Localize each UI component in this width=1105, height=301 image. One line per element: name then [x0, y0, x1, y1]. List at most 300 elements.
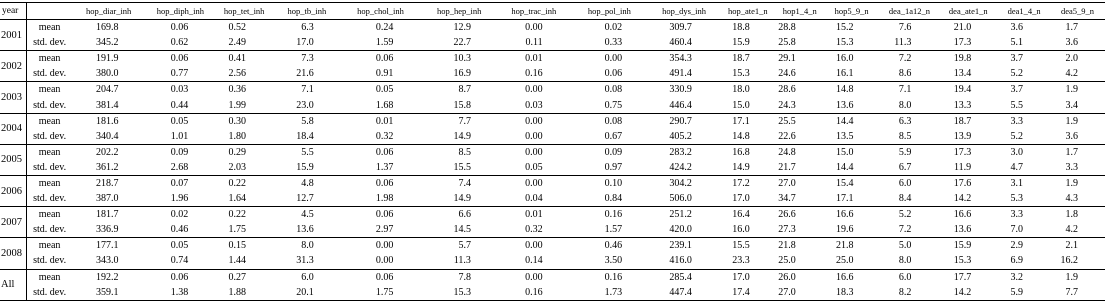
- value-cell: 22.6: [777, 129, 823, 145]
- value-cell: 15.9: [719, 35, 777, 51]
- value-cell: 5.2: [998, 129, 1050, 145]
- value-cell: 12.9: [453, 22, 471, 34]
- value-cell: 0.32: [498, 222, 570, 238]
- stat-label-cell: mean: [38, 209, 61, 221]
- table-header-row: [0, 3, 1105, 20]
- value-cell: 1.68: [341, 97, 421, 113]
- summary-statistics-table: [0, 2, 1105, 301]
- value-cell: 0.10: [604, 177, 623, 189]
- value-cell: 0.02: [604, 22, 623, 34]
- year-cell: 2004: [0, 113, 27, 144]
- value-cell: 3.3: [1010, 209, 1024, 221]
- value-cell: 309.7: [669, 22, 692, 34]
- value-cell: 4.2: [1050, 222, 1105, 238]
- column-header: hop_chol_inh: [341, 3, 421, 20]
- value-cell: 27.3: [777, 222, 823, 238]
- value-cell: 7.2: [881, 222, 939, 238]
- table-row: [0, 20, 1105, 36]
- value-cell: 0.01: [375, 115, 394, 127]
- value-cell: 1.38: [146, 285, 216, 301]
- value-cell: 15.3: [938, 253, 998, 269]
- value-cell: 0.00: [525, 271, 543, 283]
- table-row: [0, 144, 1105, 160]
- value-cell: 0.05: [170, 240, 189, 252]
- value-cell: 3.6: [1050, 129, 1105, 145]
- value-cell: 2.56: [215, 66, 273, 82]
- value-cell: 0.05: [498, 160, 570, 176]
- value-cell: 6.7: [881, 160, 939, 176]
- value-cell: 7.1: [301, 84, 314, 96]
- value-cell: 16.0: [719, 222, 777, 238]
- value-cell: 16.9: [420, 66, 498, 82]
- value-cell: 7.1: [898, 84, 912, 96]
- value-cell: 1.7: [1065, 22, 1078, 34]
- value-cell: 24.8: [778, 146, 796, 158]
- value-cell: 1.73: [570, 285, 650, 301]
- value-cell: 15.3: [719, 66, 777, 82]
- value-cell: 13.5: [823, 129, 881, 145]
- value-cell: 0.91: [341, 66, 421, 82]
- value-cell: 13.9: [938, 129, 998, 145]
- value-cell: 1.7: [1065, 146, 1078, 158]
- value-cell: 17.0: [732, 271, 750, 283]
- value-cell: 1.75: [341, 285, 421, 301]
- value-cell: 0.07: [170, 177, 189, 189]
- value-cell: 13.6: [273, 222, 341, 238]
- value-cell: 2.68: [146, 160, 216, 176]
- value-cell: 1.9: [1065, 177, 1078, 189]
- value-cell: 27.0: [777, 285, 823, 301]
- value-cell: 5.3: [998, 191, 1050, 207]
- year-cell: 2001: [0, 20, 27, 51]
- value-cell: 29.1: [778, 53, 796, 65]
- value-cell: 1.9: [1065, 84, 1078, 96]
- value-cell: 19.8: [953, 53, 972, 65]
- value-cell: 25.5: [778, 115, 796, 127]
- stat-label-cell: mean: [38, 115, 61, 127]
- value-cell: 0.00: [525, 84, 543, 96]
- stat-label-cell: std. dev.: [27, 253, 72, 269]
- value-cell: 0.16: [498, 66, 570, 82]
- value-cell: 5.9: [898, 146, 912, 158]
- value-cell: 21.0: [953, 22, 972, 34]
- value-cell: 6.0: [898, 177, 912, 189]
- value-cell: 15.4: [836, 177, 854, 189]
- value-cell: 0.09: [604, 146, 623, 158]
- value-cell: 14.5: [420, 222, 498, 238]
- value-cell: 16.6: [836, 271, 854, 283]
- column-header: hop5_9_n: [823, 3, 881, 20]
- value-cell: 1.99: [215, 97, 273, 113]
- value-cell: 0.04: [498, 191, 570, 207]
- stat-label-cell: std. dev.: [27, 285, 72, 301]
- value-cell: 24.3: [777, 97, 823, 113]
- value-cell: 420.0: [649, 222, 719, 238]
- value-cell: 14.9: [420, 129, 498, 145]
- value-cell: 1.44: [215, 253, 273, 269]
- value-cell: 1.98: [341, 191, 421, 207]
- table-row: [0, 160, 1105, 176]
- value-cell: 0.06: [375, 177, 394, 189]
- value-cell: 330.9: [669, 84, 692, 96]
- value-cell: 3.7: [1010, 53, 1024, 65]
- value-cell: 7.3: [301, 53, 314, 65]
- value-cell: 18.4: [273, 129, 341, 145]
- value-cell: 12.7: [273, 191, 341, 207]
- value-cell: 15.3: [420, 285, 498, 301]
- value-cell: 14.4: [823, 160, 881, 176]
- value-cell: 0.00: [604, 53, 623, 65]
- stat-label-cell: mean: [38, 177, 61, 189]
- value-cell: 0.41: [228, 53, 247, 65]
- value-cell: 0.11: [498, 35, 570, 51]
- value-cell: 0.33: [570, 35, 650, 51]
- stat-label-cell: mean: [38, 240, 61, 252]
- value-cell: 7.8: [458, 271, 471, 283]
- column-header: dea_1a12_n: [881, 3, 939, 20]
- value-cell: 0.46: [146, 222, 216, 238]
- value-cell: 0.06: [570, 66, 650, 82]
- value-cell: 10.3: [453, 53, 471, 65]
- value-cell: 7.6: [898, 22, 912, 34]
- value-cell: 1.9: [1065, 115, 1078, 127]
- value-cell: 0.00: [525, 115, 543, 127]
- value-cell: 14.8: [719, 129, 777, 145]
- value-cell: 21.6: [273, 66, 341, 82]
- value-cell: 0.52: [228, 22, 247, 34]
- table-row: [0, 175, 1105, 191]
- value-cell: 27.0: [778, 177, 796, 189]
- value-cell: 387.0: [72, 191, 146, 207]
- column-header: hop_diar_inh: [72, 3, 146, 20]
- value-cell: 1.96: [146, 191, 216, 207]
- value-cell: 0.06: [375, 53, 394, 65]
- table-row: [0, 269, 1105, 285]
- year-cell: All: [0, 269, 27, 300]
- year-cell: 2003: [0, 82, 27, 113]
- value-cell: 239.1: [669, 240, 692, 252]
- table-row: [0, 51, 1105, 67]
- value-cell: 181.6: [96, 115, 119, 127]
- stat-label-cell: std. dev.: [27, 129, 72, 145]
- value-cell: 0.00: [525, 146, 543, 158]
- value-cell: 6.6: [458, 209, 471, 221]
- value-cell: 17.6: [953, 177, 972, 189]
- value-cell: 5.5: [301, 146, 314, 158]
- value-cell: 18.7: [953, 115, 972, 127]
- value-cell: 8.0: [881, 253, 939, 269]
- value-cell: 290.7: [669, 115, 692, 127]
- table-row: [0, 35, 1105, 51]
- value-cell: 13.6: [938, 222, 998, 238]
- value-cell: 7.2: [898, 53, 912, 65]
- value-cell: 491.4: [649, 66, 719, 82]
- value-cell: 343.0: [72, 253, 146, 269]
- value-cell: 26.6: [778, 209, 796, 221]
- value-cell: 2.9: [1010, 240, 1024, 252]
- value-cell: 16.8: [732, 146, 750, 158]
- value-cell: 17.4: [719, 285, 777, 301]
- stat-column-header: [27, 3, 72, 20]
- value-cell: 191.9: [96, 53, 119, 65]
- value-cell: 354.3: [669, 53, 692, 65]
- stat-label-cell: std. dev.: [27, 191, 72, 207]
- value-cell: 14.2: [938, 285, 998, 301]
- stat-label-cell: mean: [38, 84, 61, 96]
- value-cell: 0.62: [146, 35, 216, 51]
- value-cell: 8.6: [881, 66, 939, 82]
- value-cell: 0.44: [146, 97, 216, 113]
- year-cell: 2005: [0, 144, 27, 175]
- value-cell: 15.2: [836, 22, 854, 34]
- value-cell: 13.3: [938, 97, 998, 113]
- value-cell: 0.05: [375, 84, 394, 96]
- value-cell: 0.09: [170, 146, 189, 158]
- value-cell: 424.2: [649, 160, 719, 176]
- value-cell: 0.06: [375, 271, 394, 283]
- value-cell: 0.06: [170, 271, 189, 283]
- value-cell: 15.0: [719, 97, 777, 113]
- value-cell: 283.2: [669, 146, 692, 158]
- value-cell: 5.9: [998, 285, 1050, 301]
- value-cell: 1.37: [341, 160, 421, 176]
- stat-label-cell: mean: [38, 22, 61, 34]
- value-cell: 17.0: [719, 191, 777, 207]
- value-cell: 1.80: [215, 129, 273, 145]
- column-header: dea_ate1_n: [938, 3, 998, 20]
- value-cell: 0.22: [228, 177, 247, 189]
- value-cell: 3.6: [1010, 22, 1024, 34]
- value-cell: 2.97: [341, 222, 421, 238]
- column-header: dea1_4_n: [998, 3, 1050, 20]
- value-cell: 0.74: [146, 253, 216, 269]
- value-cell: 7.7: [1050, 285, 1105, 301]
- value-cell: 0.02: [170, 209, 189, 221]
- value-cell: 21.8: [778, 240, 796, 252]
- value-cell: 0.36: [228, 84, 247, 96]
- year-cell: 2006: [0, 175, 27, 206]
- value-cell: 6.0: [301, 271, 314, 283]
- value-cell: 16.0: [836, 53, 854, 65]
- value-cell: 0.30: [228, 115, 247, 127]
- value-cell: 1.64: [215, 191, 273, 207]
- value-cell: 11.3: [881, 35, 939, 51]
- value-cell: 0.08: [604, 84, 623, 96]
- value-cell: 0.46: [604, 240, 623, 252]
- value-cell: 359.1: [72, 285, 146, 301]
- value-cell: 3.3: [1010, 115, 1024, 127]
- value-cell: 5.5: [998, 97, 1050, 113]
- value-cell: 3.50: [570, 253, 650, 269]
- stat-label-cell: std. dev.: [27, 222, 72, 238]
- value-cell: 14.8: [836, 84, 854, 96]
- value-cell: 18.0: [732, 84, 750, 96]
- value-cell: 345.2: [72, 35, 146, 51]
- value-cell: 8.2: [881, 285, 939, 301]
- table-row: [0, 66, 1105, 82]
- value-cell: 2.03: [215, 160, 273, 176]
- value-cell: 1.01: [146, 129, 216, 145]
- value-cell: 5.7: [458, 240, 471, 252]
- value-cell: 18.3: [823, 285, 881, 301]
- value-cell: 19.4: [953, 84, 972, 96]
- value-cell: 17.1: [823, 191, 881, 207]
- stat-label-cell: std. dev.: [27, 66, 72, 82]
- value-cell: 0.06: [375, 146, 394, 158]
- value-cell: 0.01: [525, 209, 543, 221]
- value-cell: 304.2: [669, 177, 692, 189]
- value-cell: 16.1: [823, 66, 881, 82]
- value-cell: 0.16: [604, 271, 623, 283]
- value-cell: 5.2: [998, 66, 1050, 82]
- value-cell: 34.7: [777, 191, 823, 207]
- value-cell: 15.9: [953, 240, 972, 252]
- column-header: hop_hep_inh: [420, 3, 498, 20]
- value-cell: 0.05: [170, 115, 189, 127]
- value-cell: 0.75: [570, 97, 650, 113]
- table-row: [0, 129, 1105, 145]
- value-cell: 1.8: [1065, 209, 1078, 221]
- value-cell: 15.0: [836, 146, 854, 158]
- value-cell: 8.0: [301, 240, 314, 252]
- value-cell: 2.0: [1065, 53, 1078, 65]
- value-cell: 0.77: [146, 66, 216, 82]
- value-cell: 8.5: [458, 146, 471, 158]
- value-cell: 7.0: [998, 222, 1050, 238]
- value-cell: 0.00: [525, 22, 543, 34]
- column-header: hop_diph_inh: [146, 3, 216, 20]
- value-cell: 26.0: [778, 271, 796, 283]
- value-cell: 17.0: [273, 35, 341, 51]
- value-cell: 340.4: [72, 129, 146, 145]
- value-cell: 21.8: [836, 240, 854, 252]
- value-cell: 2.1: [1065, 240, 1078, 252]
- value-cell: 0.67: [570, 129, 650, 145]
- value-cell: 13.6: [823, 97, 881, 113]
- stat-label-cell: mean: [38, 146, 61, 158]
- table-row: [0, 222, 1105, 238]
- value-cell: 20.1: [273, 285, 341, 301]
- value-cell: 8.0: [881, 97, 939, 113]
- value-cell: 0.00: [525, 240, 543, 252]
- value-cell: 5.2: [898, 209, 912, 221]
- table-row: [0, 82, 1105, 98]
- year-column-header: year: [0, 3, 27, 20]
- value-cell: 506.0: [649, 191, 719, 207]
- value-cell: 0.16: [498, 285, 570, 301]
- value-cell: 361.2: [72, 160, 146, 176]
- value-cell: 447.4: [649, 285, 719, 301]
- value-cell: 13.4: [938, 66, 998, 82]
- value-cell: 15.3: [823, 35, 881, 51]
- value-cell: 4.8: [301, 177, 314, 189]
- value-cell: 5.0: [898, 240, 912, 252]
- value-cell: 0.00: [341, 253, 421, 269]
- value-cell: 18.7: [732, 53, 750, 65]
- value-cell: 17.7: [953, 271, 972, 283]
- value-cell: 17.1: [732, 115, 750, 127]
- value-cell: 4.3: [1050, 191, 1105, 207]
- value-cell: 0.16: [604, 209, 623, 221]
- value-cell: 0.84: [570, 191, 650, 207]
- value-cell: 3.3: [1050, 160, 1105, 176]
- value-cell: 16.6: [953, 209, 972, 221]
- value-cell: 14.4: [836, 115, 854, 127]
- stat-label-cell: mean: [38, 53, 61, 65]
- value-cell: 0.08: [604, 115, 623, 127]
- value-cell: 28.6: [778, 84, 796, 96]
- value-cell: 2.49: [215, 35, 273, 51]
- value-cell: 23.3: [719, 253, 777, 269]
- value-cell: 15.5: [420, 160, 498, 176]
- value-cell: 6.3: [898, 115, 912, 127]
- table-body: [0, 20, 1105, 301]
- table-row: [0, 285, 1105, 301]
- value-cell: 21.7: [777, 160, 823, 176]
- value-cell: 285.4: [669, 271, 692, 283]
- value-cell: 0.27: [228, 271, 247, 283]
- value-cell: 0.06: [375, 209, 394, 221]
- value-cell: 18.8: [732, 22, 750, 34]
- value-cell: 14.9: [420, 191, 498, 207]
- value-cell: 0.03: [498, 97, 570, 113]
- value-cell: 7.4: [458, 177, 471, 189]
- value-cell: 181.7: [96, 209, 119, 221]
- value-cell: 204.7: [96, 84, 119, 96]
- value-cell: 11.9: [938, 160, 998, 176]
- value-cell: 177.1: [96, 240, 119, 252]
- value-cell: 169.8: [96, 22, 119, 34]
- value-cell: 8.5: [881, 129, 939, 145]
- value-cell: 0.00: [375, 240, 394, 252]
- value-cell: 11.3: [420, 253, 498, 269]
- value-cell: 202.2: [96, 146, 119, 158]
- value-cell: 3.2: [1010, 271, 1024, 283]
- column-header: hop_tet_inh: [215, 3, 273, 20]
- value-cell: 14.2: [938, 191, 998, 207]
- value-cell: 1.9: [1065, 271, 1078, 283]
- value-cell: 25.8: [777, 35, 823, 51]
- value-cell: 0.14: [498, 253, 570, 269]
- value-cell: 1.59: [341, 35, 421, 51]
- column-header: hop1_4_n: [777, 3, 823, 20]
- year-cell: 2002: [0, 51, 27, 82]
- table-row: [0, 207, 1105, 223]
- value-cell: 6.9: [998, 253, 1050, 269]
- value-cell: 218.7: [96, 177, 119, 189]
- value-cell: 0.15: [228, 240, 247, 252]
- value-cell: 416.0: [649, 253, 719, 269]
- table-row: [0, 113, 1105, 129]
- value-cell: 17.3: [953, 146, 972, 158]
- column-header: hop_dys_inh: [649, 3, 719, 20]
- table-row: [0, 97, 1105, 113]
- table-row: [0, 191, 1105, 207]
- value-cell: 5.8: [301, 115, 314, 127]
- value-cell: 7.7: [458, 115, 471, 127]
- stat-label-cell: std. dev.: [27, 35, 72, 51]
- value-cell: 28.8: [778, 22, 796, 34]
- stat-label-cell: std. dev.: [27, 97, 72, 113]
- value-cell: 16.4: [732, 209, 750, 221]
- value-cell: 0.97: [570, 160, 650, 176]
- value-cell: 336.9: [72, 222, 146, 238]
- value-cell: 23.0: [273, 97, 341, 113]
- value-cell: 380.0: [72, 66, 146, 82]
- value-cell: 251.2: [669, 209, 692, 221]
- value-cell: 0.29: [228, 146, 247, 158]
- value-cell: 17.2: [732, 177, 750, 189]
